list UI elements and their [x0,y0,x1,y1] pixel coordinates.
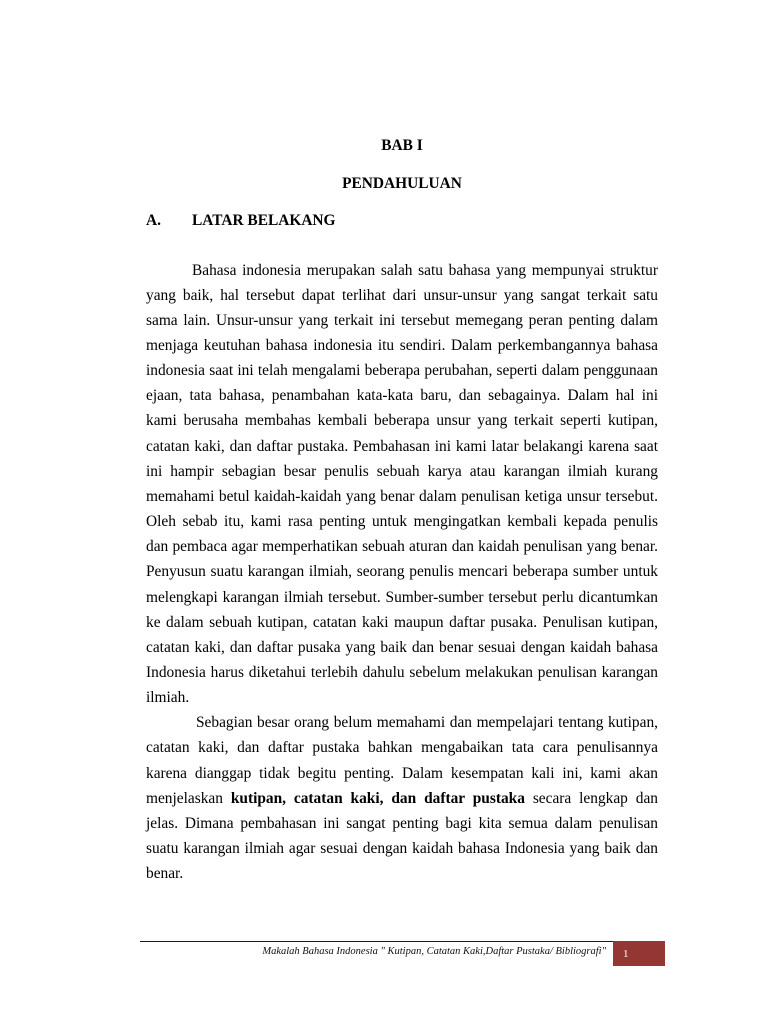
page-number: 1 [623,948,629,960]
section-title: LATAR BELAKANG [192,212,336,230]
line-text: secara lengkap dan [524,789,658,807]
page-number-box [613,941,665,966]
paragraph-line: ini hampir sebagian besar penulis sebuah karya atau karangan ilmiah kurang [146,462,658,480]
paragraph-line [146,786,658,811]
paragraph-line: catatan kaki, dan daftar pustaka bahkan mengabaikan tata cara penulisannya [146,739,658,757]
paragraph-line: indonesia saat ini telah mengalami beberapa perubahan, seperti dalam penggunaan [146,362,658,380]
paragraph [146,258,658,711]
paragraph-line: Bahasa indonesia merupakan salah satu bahasa yang mempunyai struktur [192,261,658,279]
paragraph-line: suatu karangan ilmiah agar sesuai dengan kaidah bahasa Indonesia yang baik dan [146,840,658,858]
section-number: A. [146,212,161,230]
paragraph-line: dan pembaca agar memperhatikan sebuah aturan dan kaidah penulisan yang benar. [146,538,658,556]
bold-phrase: kutipan, catatan kaki, dan daftar pustaka [230,789,525,807]
paragraph-line: catatan kaki, dan daftar pustaka. Pembahasan ini kami latar belakangi karena saat [146,437,658,455]
footer-rule [140,941,613,942]
paragraph-line: jelas. Dimana pembahasan ini sangat penting bagi kita semua dalam penulisan [146,814,658,832]
section-heading [146,208,336,233]
paragraph-line: Penyusun suatu karangan ilmiah, seorang penulis mencari beberapa sumber untuk [146,563,658,581]
chapter-label: BAB I [381,137,423,155]
paragraph-line: catatan kaki, dan daftar pusaka yang baik dan benar sesuai dengan kaidah bahasa [146,638,658,656]
running-title: Makalah Bahasa Indonesia " Kutipan, Catatan Kaki,Daftar Pustaka/ Bibliografi" [262,946,606,957]
paragraph-line: kami berusaha membahas kembali beberapa unsur yang terkait seperti kutipan, [146,412,658,430]
paragraph-line: yang baik, hal tersebut dapat terlihat dari unsur-unsur yang sangat terkait satu [146,286,658,304]
body-text [146,258,658,887]
paragraph-line: benar. [146,865,184,883]
paragraph-line: Sebagian besar orang belum memahami dan mempelajari tentang kutipan, [196,714,658,732]
paragraph-line: ejaan, tata bahasa, penambahan kata-kata baru, dan sebagainya. Dalam hal ini [146,387,658,405]
paragraph-line: ke dalam sebuah kutipan, catatan kaki maupun daftar pusaka. Penulisan kutipan, [146,613,658,631]
chapter-title: PENDAHULUAN [342,175,462,193]
paragraph-line: ilmiah. [146,689,190,707]
paragraph [146,710,658,886]
paragraph-line: karena dianggap tidak begitu penting. Dalam kesempatan kali ini, kami akan [146,764,658,782]
paragraph-line: sama lain. Unsur-unsur yang terkait ini tersebut memegang peran penting dalam [146,311,658,329]
paragraph-line: menjaga keutuhan bahasa indonesia itu sendiri. Dalam perkembangannya bahasa [146,336,658,354]
paragraph-line: Indonesia harus diketahui terlebih dahulu sebelum melakukan penulisan karangan [146,664,658,681]
paragraph-line: Oleh sebab itu, kami rasa penting untuk mengingatkan kembali kepada penulis [146,513,658,531]
paragraph-line: melengkapi karangan ilmiah tersebut. Sumber-sumber tersebut perlu dicantumkan [146,588,658,606]
line-text: menjelaskan [146,789,231,807]
paragraph-line: memahami betul kaidah-kaidah yang benar dalam penulisan ketiga unsur tersebut. [146,487,658,505]
